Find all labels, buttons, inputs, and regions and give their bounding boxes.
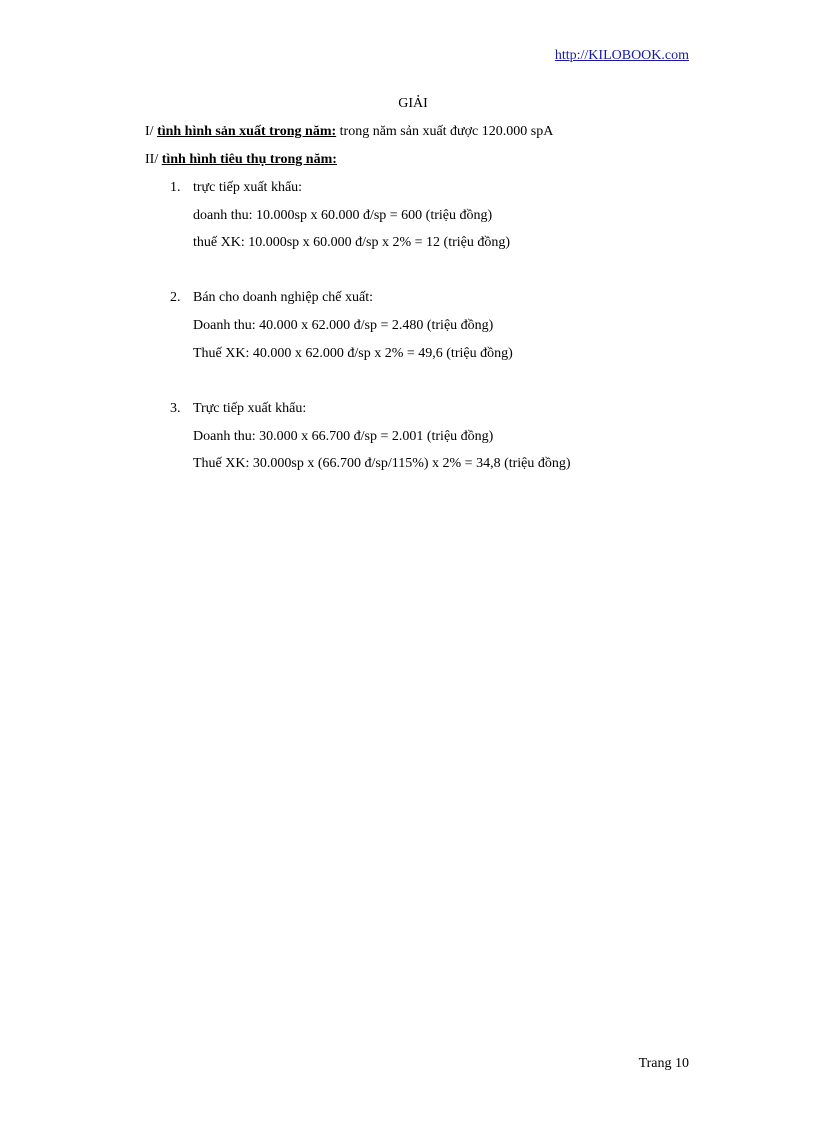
list-item-3 [170,401,306,417]
list-item-2-line-1: Doanh thu: 40.000 x 62.000 đ/sp = 2.480 (triệu đồng) [193,318,494,333]
header-link[interactable]: http://KILOBOOK.com [554,48,689,63]
list-item-1 [170,180,302,196]
list-item-3-number: 3. [170,401,181,416]
list-item-1-label: trực tiếp xuất khẩu: [193,180,303,195]
section-2 [145,152,337,168]
list-item-1-number: 1. [170,180,181,195]
list-item-1-line-2: thuế XK: 10.000sp x 60.000 đ/sp x 2% = 12 (triệu đồng) [193,235,511,250]
list-item-3-line-1: Doanh thu: 30.000 x 66.700 đ/sp = 2.001 (triệu đồng) [193,429,494,444]
page-title: GIẢI [398,96,428,111]
section-2-heading: tình hình tiêu thụ trong năm: [161,152,337,167]
page-number: Trang 10 [638,1056,689,1071]
list-item-2 [170,290,373,306]
section-2-prefix: II/ [145,152,159,167]
section-1-prefix: I/ [145,124,154,139]
list-item-1-line-1: doanh thu: 10.000sp x 60.000 đ/sp = 600 (triệu đồng) [193,208,493,223]
list-item-3-line-2: Thuế XK: 30.000sp x (66.700 đ/sp/115%) x 2% = 34,8 (triệu đồng) [193,456,571,471]
list-item-2-label: Bán cho doanh nghiệp chế xuất: [193,290,374,305]
section-1 [145,124,553,140]
list-item-3-label: Trực tiếp xuất khẩu: [193,401,307,416]
section-1-heading: tình hình sản xuất trong năm: [157,124,337,139]
list-item-2-line-2: Thuế XK: 40.000 x 62.000 đ/sp x 2% = 49,6 (triệu đồng) [193,346,513,361]
section-1-text: trong năm sản xuất được 120.000 spA [336,124,554,139]
list-item-2-number: 2. [170,290,181,305]
